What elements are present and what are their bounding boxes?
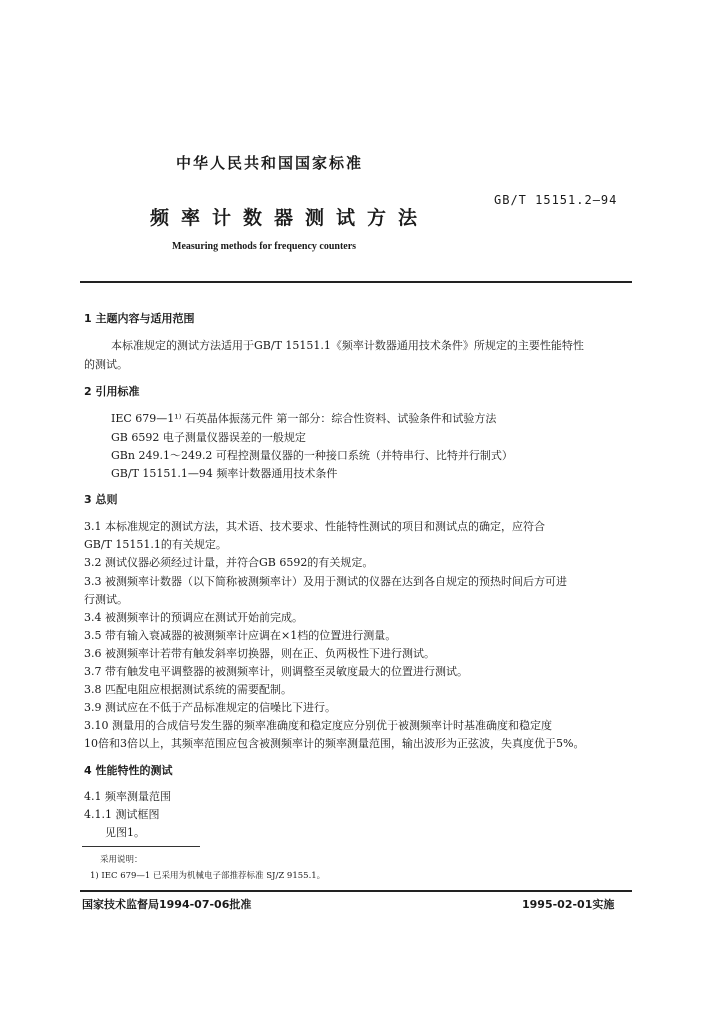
footnote-divider — [82, 846, 200, 847]
reference-2: GB 6592 电子测量仪器误差的一般规定 — [111, 431, 306, 444]
clause-3-3-cont: 行测试。 — [84, 593, 128, 606]
reference-1: IEC 679—1¹⁾ 石英晶体振荡元件 第一部分：综合性资料、试验条件和试验方法 — [111, 412, 497, 425]
clause-3-1: 3.1 本标准规定的测试方法，其术语、技术要求、性能特性测试的项目和测试点的确定，应符合 — [84, 520, 545, 533]
clause-3-7: 3.7 带有触发电平调整器的被测频率计，则调整至灵敏度最大的位置进行测试。 — [84, 665, 468, 678]
clause-3-4: 3.4 被测频率计的预调应在测试开始前完成。 — [84, 611, 303, 624]
clause-3-2: 3.2 测试仪器必须经过计量，并符合GB 6592的有关规定。 — [84, 556, 374, 569]
figure-reference: 见图1。 — [105, 826, 145, 839]
effective-date: 1995-02-01实施 — [522, 898, 615, 911]
approval-date: 国家技术监督局1994-07-06批准 — [82, 898, 252, 911]
reference-3: GBn 249.1～249.2 可程控测量仪器的一种接口系统（并特串行、比特并行制式） — [111, 449, 513, 462]
clause-3-5: 3.5 带有输入衰减器的被测频率计应调在×1档的位置进行测量。 — [84, 629, 397, 642]
clause-3-10: 3.10 测量用的合成信号发生器的频率准确度和稳定度应分别优于被测频率计时基准确度和稳定度 — [84, 719, 552, 732]
footer-divider — [80, 890, 632, 892]
section-1-paragraph: 本标准规定的测试方法适用于GB/T 15151.1《频率计数器通用技术条件》所规定的主要性能特性 — [111, 339, 584, 352]
document-title-en: Measuring methods for frequency counters — [172, 241, 357, 252]
section-3-heading: 3 总则 — [84, 493, 118, 506]
clause-4-1: 4.1 频率测量范围 — [84, 790, 171, 803]
footnote-label: 采用说明： — [100, 855, 143, 865]
clause-3-1-cont: GB/T 15151.1的有关规定。 — [84, 538, 227, 551]
clause-3-3: 3.3 被测频率计数器（以下简称被测频率计）及用于测试的仪器在达到各自规定的预热时间后方可进 — [84, 575, 567, 588]
clause-4-1-1: 4.1.1 测试框图 — [84, 808, 160, 821]
clause-3-6: 3.6 被测频率计若带有触发斜率切换器，则在正、负两极性下进行测试。 — [84, 647, 435, 660]
standard-org-title: 中华人民共和国国家标准 — [176, 154, 364, 172]
clause-3-9: 3.9 测试应在不低于产品标准规定的信噪比下进行。 — [84, 701, 336, 714]
section-4-heading: 4 性能特性的测试 — [84, 764, 173, 777]
section-2-heading: 2 引用标准 — [84, 385, 140, 398]
standard-number: GB/T 15151.2—94 — [494, 193, 618, 207]
clause-3-8: 3.8 匹配电阻应根据测试系统的需要配制。 — [84, 683, 292, 696]
header-divider — [80, 281, 632, 283]
clause-3-10-cont: 10倍和3倍以上，其频率范围应包含被测频率计的频率测量范围，输出波形为正弦波，失真度优于5%。 — [84, 737, 585, 750]
document-title-zh: 频率计数器测试方法 — [150, 207, 430, 229]
section-1-paragraph-cont: 的测试。 — [84, 358, 128, 371]
footnote-text: 1) IEC 679—1 已采用为机械电子部推荐标准 SJ/Z 9155.1。 — [90, 871, 326, 881]
reference-4: GB/T 15151.1—94 频率计数器通用技术条件 — [111, 467, 338, 480]
section-1-heading: 1 主题内容与适用范围 — [84, 312, 195, 325]
